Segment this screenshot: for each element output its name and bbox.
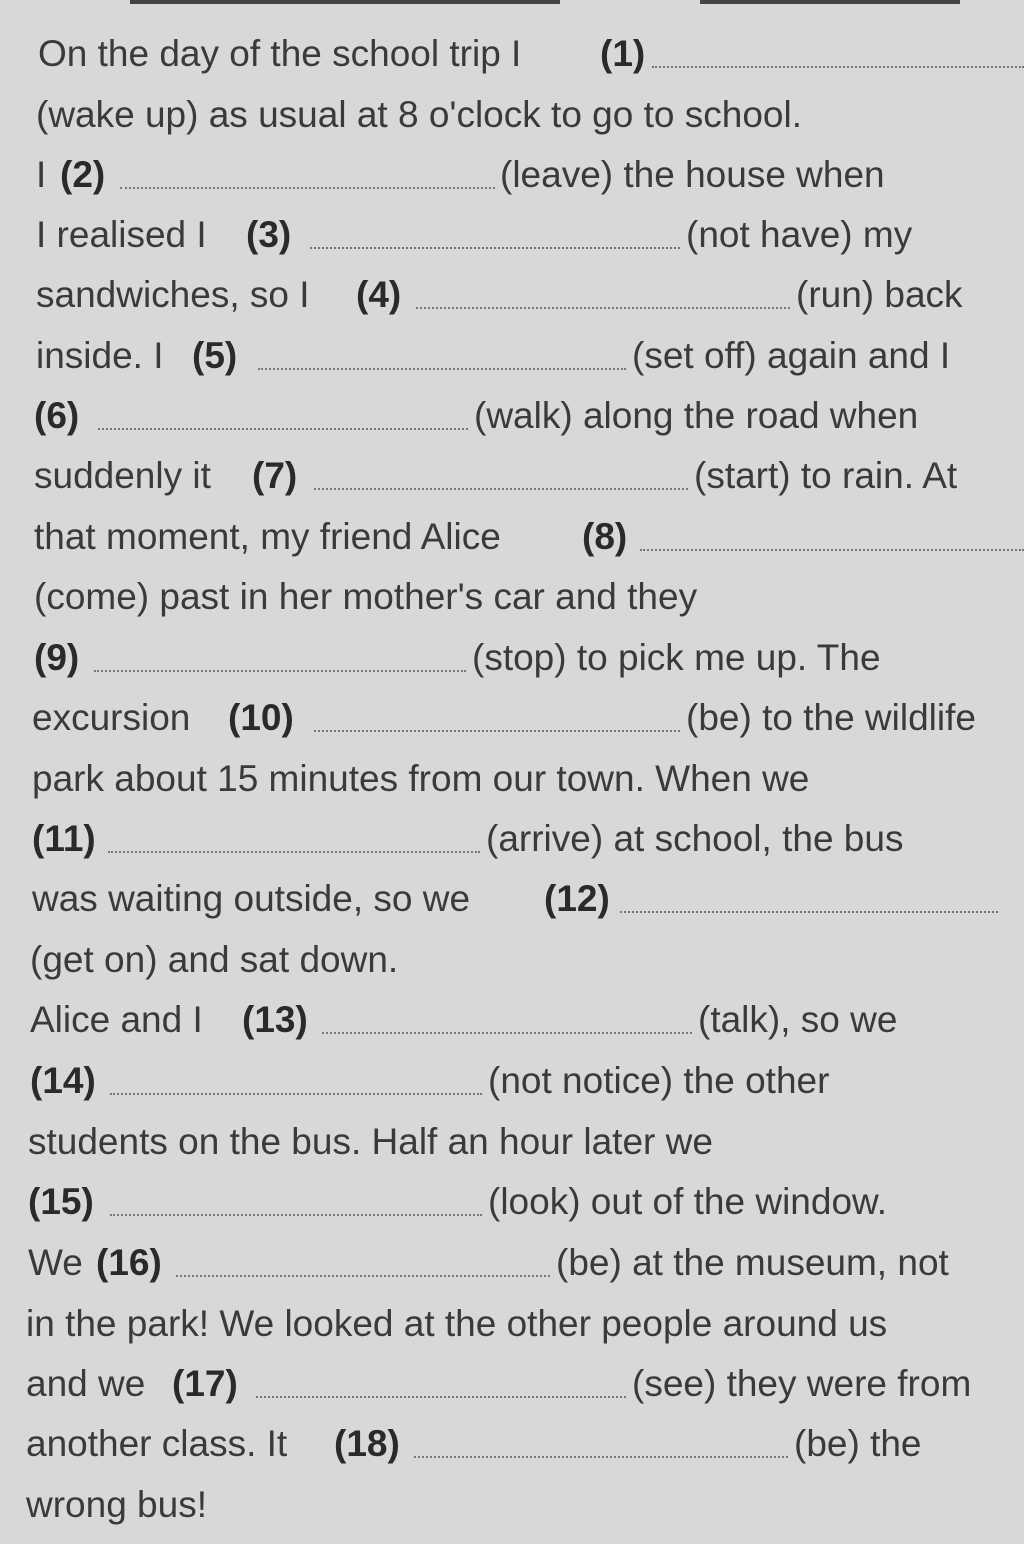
answer-blank-5[interactable] — [258, 368, 626, 370]
answer-blank-4[interactable] — [416, 307, 790, 309]
gap-number: (16) — [96, 1242, 162, 1283]
line-text: students on the bus. Half an hour later we — [28, 1121, 713, 1162]
gap-number: (13) — [242, 999, 308, 1040]
line-text: We — [28, 1242, 83, 1283]
line-text: another class. It — [26, 1423, 288, 1464]
line-text: (be) the — [794, 1423, 922, 1464]
answer-blank-17[interactable] — [256, 1396, 626, 1398]
answer-blank-14[interactable] — [110, 1093, 482, 1095]
answer-blank-9[interactable] — [94, 670, 466, 672]
line-text: and we — [26, 1363, 146, 1404]
line-text: (come) past in her mother's car and they — [34, 576, 698, 617]
line-text: (not notice) the other — [488, 1060, 830, 1101]
top-rule-left — [130, 0, 560, 4]
answer-blank-8[interactable] — [640, 549, 1024, 551]
gap-number: (11) — [32, 818, 96, 859]
answer-blank-13[interactable] — [322, 1032, 692, 1034]
line-text: inside. I — [36, 335, 164, 376]
line-text: (see) they were from — [632, 1363, 972, 1404]
gap-number: (9) — [34, 637, 80, 678]
gap-number: (17) — [172, 1363, 238, 1404]
gap-number: (18) — [334, 1423, 400, 1464]
gap-number: (7) — [252, 455, 298, 496]
gap-number: (8) — [582, 516, 628, 557]
gap-number: (10) — [228, 697, 294, 738]
answer-blank-10[interactable] — [314, 730, 680, 732]
gap-number: (14) — [30, 1060, 96, 1101]
line-text: (not have) my — [686, 214, 913, 255]
line-text: (set off) again and I — [632, 335, 951, 376]
line-text: wrong bus! — [26, 1484, 207, 1525]
line-text: (talk), so we — [698, 999, 898, 1040]
line-text: suddenly it — [34, 455, 211, 496]
line-text: I — [36, 154, 47, 195]
line-text: that moment, my friend Alice — [34, 516, 501, 557]
answer-blank-6[interactable] — [98, 428, 468, 430]
line-text: (be) at the museum, not — [556, 1242, 949, 1283]
line-text: On the day of the school trip I — [38, 33, 522, 74]
answer-blank-2[interactable] — [120, 187, 495, 189]
line-text: I realised I — [36, 214, 207, 255]
line-text: (get on) and sat down. — [30, 939, 399, 980]
line-text: (start) to rain. At — [694, 455, 958, 496]
gap-number: (4) — [356, 274, 402, 315]
line-text: (look) out of the window. — [488, 1181, 887, 1222]
line-text: (stop) to pick me up. The — [472, 637, 881, 678]
gap-number: (1) — [600, 33, 646, 74]
top-rule-right — [700, 0, 960, 4]
line-text: park about 15 minutes from our town. When we — [32, 758, 810, 799]
line-text: in the park! We looked at the other people around us — [26, 1303, 888, 1344]
gap-number: (5) — [192, 335, 238, 376]
answer-blank-7[interactable] — [314, 488, 688, 490]
gap-number: (12) — [544, 878, 610, 919]
gap-number: (3) — [246, 214, 292, 255]
answer-blank-3[interactable] — [310, 247, 680, 249]
line-text: sandwiches, so I — [36, 274, 310, 315]
line-text: (be) to the wildlife — [686, 697, 976, 738]
answer-blank-16[interactable] — [176, 1275, 550, 1277]
line-text: Alice and I — [30, 999, 203, 1040]
line-text: (wake up) as usual at 8 o'clock to go to school. — [36, 94, 802, 135]
line-text: (leave) the house when — [500, 154, 885, 195]
line-text: (walk) along the road when — [474, 395, 919, 436]
line-text: was waiting outside, so we — [32, 878, 471, 919]
gap-number: (2) — [60, 154, 106, 195]
line-text: (arrive) at school, the bus — [486, 818, 904, 859]
answer-blank-1[interactable] — [652, 66, 1024, 68]
answer-blank-18[interactable] — [414, 1456, 788, 1458]
answer-blank-11[interactable] — [108, 851, 480, 853]
line-text: excursion — [32, 697, 191, 738]
answer-blank-15[interactable] — [110, 1214, 482, 1216]
gap-number: (6) — [34, 395, 80, 436]
line-text: (run) back — [796, 274, 963, 315]
gap-number: (15) — [28, 1181, 94, 1222]
answer-blank-12[interactable] — [620, 911, 998, 913]
